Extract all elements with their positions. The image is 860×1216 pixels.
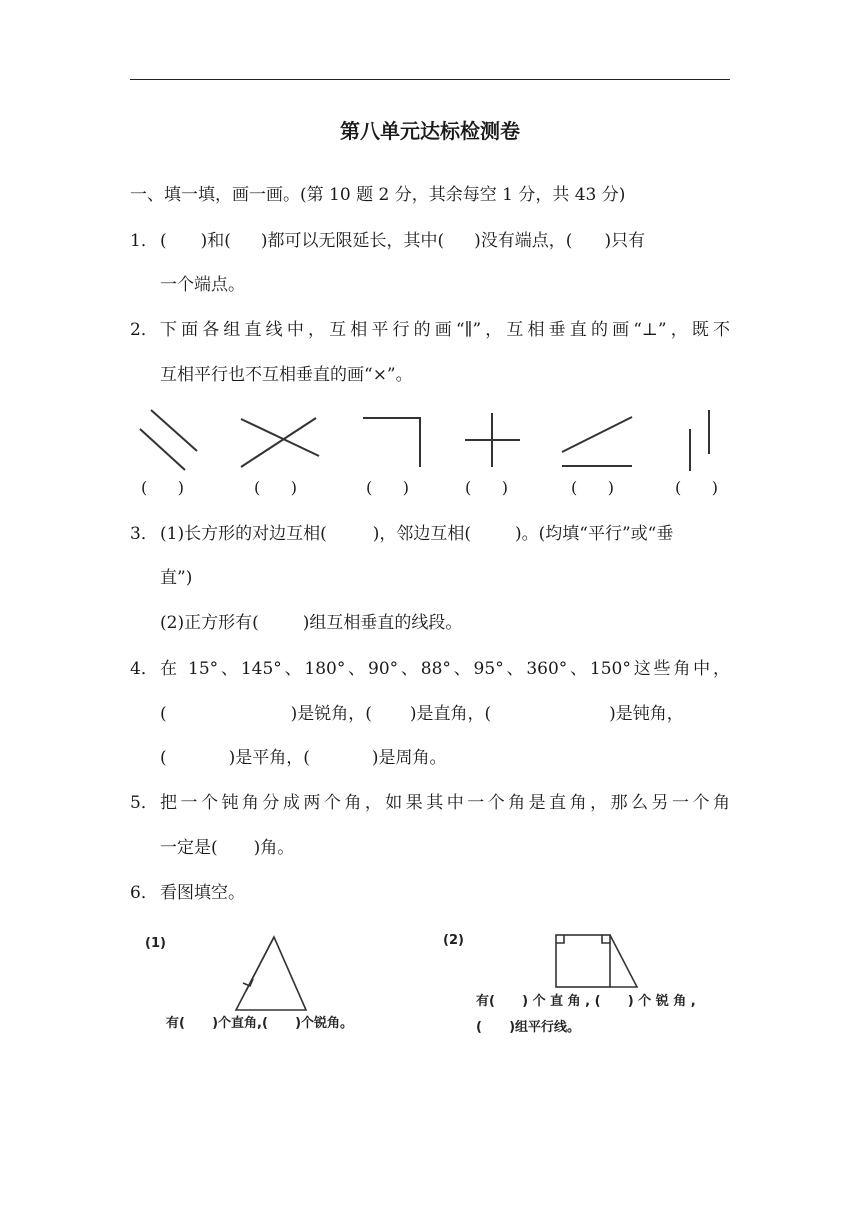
- answer-paren-6[interactable]: ( ): [675, 478, 718, 497]
- q1-number: 1．: [130, 231, 158, 251]
- section-heading: 一、填一填，画一画。(第 10 题 2 分，其余每空 1 分，共 43 分): [130, 185, 626, 205]
- answer-paren-4[interactable]: ( ): [465, 478, 508, 497]
- q5-line2: 一定是( )角。: [160, 838, 295, 858]
- fig2-caption-line2: ( )组平行线。: [476, 1020, 581, 1035]
- q4-line3: ( )是平角，( )是周角。: [160, 748, 447, 768]
- fig2-label: (2): [443, 933, 464, 948]
- answer-paren-3[interactable]: ( ): [366, 478, 409, 497]
- answer-paren-2[interactable]: ( ): [254, 478, 297, 497]
- q6-line1: 看图填空。: [160, 883, 245, 903]
- q4-number: 4．: [130, 659, 158, 679]
- right-angle-mark-right: [602, 935, 610, 943]
- q1-line2: 一个端点。: [160, 275, 245, 295]
- q2-number: 2．: [130, 320, 158, 340]
- fig2-caption-line1: 有( ) 个 直 角 , ( ) 个 锐 角 ,: [476, 994, 696, 1009]
- answer-paren-1[interactable]: ( ): [141, 478, 184, 497]
- q3-line1: (1)长方形的对边互相( )，邻边互相( )。(均填“平行”或“垂: [160, 524, 674, 544]
- answer-paren-5[interactable]: ( ): [571, 478, 614, 497]
- q3-line3: (2)正方形有( )组互相垂直的线段。: [160, 613, 463, 633]
- q5-line1: 把一个钝角分成两个角，如果其中一个角是直角，那么另一个角: [160, 793, 730, 813]
- q3-number: 3．: [130, 524, 158, 544]
- q3-line2: 直”): [160, 568, 193, 588]
- right-angle-mark-left: [556, 935, 564, 943]
- fig1-caption: 有( )个直角,( )个锐角。: [166, 1016, 354, 1031]
- page-title: 第八单元达标检测卷: [340, 119, 520, 143]
- q2-line1: 下面各组直线中，互相平行的画“∥”，互相垂直的画“⊥”，既不: [160, 320, 730, 340]
- fig1-label: (1): [145, 936, 166, 951]
- q1-line1: ( )和( )都可以无限延长，其中( )没有端点，( )只有: [160, 231, 646, 251]
- q2-line2: 互相平行也不互相垂直的画“×”。: [160, 365, 413, 385]
- q4-line2: ( )是锐角，( )是直角，( )是钝角，: [160, 704, 684, 724]
- q5-number: 5．: [130, 793, 158, 813]
- q4-line1: 在 15°、145°、180°、90°、88°、95°、360°、150°这些角中，: [160, 659, 730, 679]
- q6-number: 6．: [130, 883, 158, 903]
- trapezoid-slant: [610, 935, 637, 987]
